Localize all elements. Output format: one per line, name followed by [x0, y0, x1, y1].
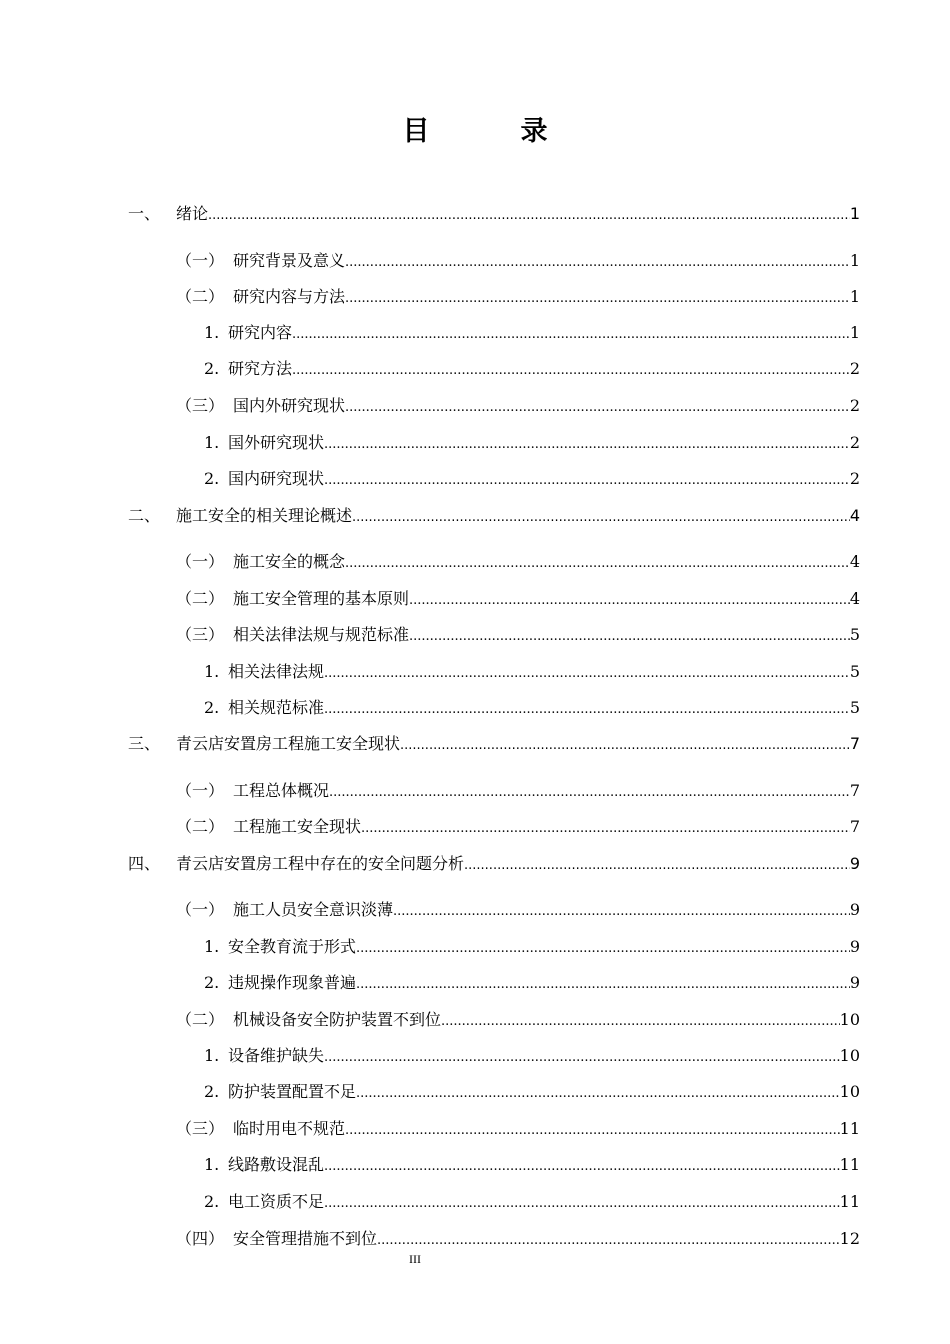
dot-leader — [441, 1009, 840, 1035]
toc-entry-number: （二） — [176, 589, 225, 608]
toc-entry-title: 机械设备安全防护装置不到位 — [233, 1010, 442, 1029]
toc-entry-number: 一、 — [128, 204, 161, 223]
dot-leader — [292, 358, 850, 384]
toc-entry-page: 5 — [849, 662, 860, 681]
dot-leader — [324, 432, 850, 458]
toc-entry-number: 1. — [204, 323, 220, 342]
toc-entry-page: 12 — [839, 1229, 860, 1248]
toc-title: 目 录 — [402, 116, 580, 147]
toc-entry-page: 2 — [849, 396, 860, 415]
toc-entry-title: 线路敷设混乱 — [228, 1155, 325, 1174]
toc-entry-page: 10 — [839, 1046, 860, 1065]
toc-entry-page: 2 — [849, 433, 860, 452]
dot-leader — [292, 322, 850, 348]
dot-leader — [345, 395, 850, 421]
dot-leader — [345, 286, 850, 312]
toc-entry-page: 10 — [839, 1010, 860, 1029]
toc-entry-title: 安全管理措施不到位 — [233, 1229, 378, 1248]
toc-entry-page: 5 — [849, 698, 860, 717]
toc-entry-title: 工程施工安全现状 — [233, 817, 362, 836]
toc-entry-number: （一） — [176, 900, 225, 919]
toc-entry-page: 9 — [849, 973, 860, 992]
dot-leader — [345, 250, 850, 276]
toc-entry-number: （四） — [176, 1229, 225, 1248]
toc-entry-number: （三） — [176, 396, 225, 415]
toc-entry-number: （一） — [176, 251, 225, 270]
toc-entry-title: 施工安全管理的基本原则 — [233, 589, 410, 608]
toc-entry-page: 4 — [849, 589, 860, 608]
toc-entry[interactable] — [0, 934, 950, 960]
toc-entry-page: 11 — [839, 1192, 860, 1211]
dot-leader — [464, 853, 850, 879]
toc-entry[interactable] — [0, 1043, 950, 1069]
dot-leader — [329, 780, 850, 806]
toc-entry-number: 2. — [204, 698, 220, 717]
dot-leader — [361, 816, 850, 842]
toc-entry-title: 施工人员安全意识淡薄 — [233, 900, 394, 919]
toc-entry[interactable] — [0, 1007, 950, 1033]
toc-entry-number: 1. — [204, 937, 220, 956]
toc-entry-page: 2 — [849, 359, 860, 378]
toc-entry-number: （二） — [176, 817, 225, 836]
toc-entry[interactable] — [0, 586, 950, 612]
toc-entry-page: 9 — [849, 854, 860, 873]
toc-entry[interactable] — [0, 1189, 950, 1215]
toc-entry[interactable] — [0, 1116, 950, 1142]
toc-entry-number: 2. — [204, 973, 220, 992]
dot-leader — [324, 661, 850, 687]
toc-entry-number: 1. — [204, 662, 220, 681]
dot-leader — [208, 203, 850, 229]
toc-entry-number: 二、 — [128, 506, 161, 525]
dot-leader — [409, 624, 850, 650]
toc-entry-number: （一） — [176, 781, 225, 800]
dot-leader — [324, 697, 850, 723]
toc-entry-number: 四、 — [128, 854, 161, 873]
toc-entry-page: 4 — [849, 552, 860, 571]
dot-leader — [324, 1154, 840, 1180]
toc-entry-page: 1 — [849, 323, 860, 342]
toc-entry[interactable] — [0, 731, 950, 757]
toc-entry-page: 2 — [849, 469, 860, 488]
toc-entry-number: （二） — [176, 1010, 225, 1029]
toc-entry-title: 国内外研究现状 — [233, 396, 346, 415]
toc-entry-title: 电工资质不足 — [228, 1192, 325, 1211]
dot-leader — [356, 972, 850, 998]
toc-entry-title: 防护装置配置不足 — [228, 1082, 357, 1101]
toc-entry-title: 国内研究现状 — [228, 469, 325, 488]
toc-entry[interactable] — [0, 320, 950, 346]
toc-entry-number: 三、 — [128, 734, 161, 753]
toc-entry-page: 7 — [849, 734, 860, 753]
toc-entry-title: 违规操作现象普遍 — [228, 973, 357, 992]
toc-entry[interactable] — [0, 622, 950, 648]
toc-entry-title: 国外研究现状 — [228, 433, 325, 452]
page-number-footer: III — [409, 1252, 421, 1266]
dot-leader — [377, 1228, 840, 1254]
toc-entry-page: 7 — [849, 817, 860, 836]
toc-entry[interactable] — [0, 248, 950, 274]
dot-leader — [324, 1191, 840, 1217]
toc-entry[interactable] — [0, 1226, 950, 1252]
toc-entry-title: 设备维护缺失 — [228, 1046, 325, 1065]
dot-leader — [345, 1118, 840, 1144]
toc-entry[interactable] — [0, 1079, 950, 1105]
toc-entry-title: 绪论 — [176, 204, 209, 223]
toc-entry-page: 11 — [839, 1119, 860, 1138]
toc-entry-page: 1 — [849, 204, 860, 223]
toc-entry-title: 青云店安置房工程中存在的安全问题分析 — [176, 854, 465, 873]
toc-entry-title: 青云店安置房工程施工安全现状 — [176, 734, 401, 753]
toc-entry[interactable] — [0, 814, 950, 840]
toc-entry[interactable] — [0, 897, 950, 923]
toc-entry-number: 2. — [204, 1082, 220, 1101]
dot-leader — [352, 505, 850, 531]
toc-entry[interactable] — [0, 393, 950, 419]
toc-entry-page: 1 — [849, 251, 860, 270]
toc-entry-title: 相关法律法规与规范标准 — [233, 625, 410, 644]
toc-entry-number: 1. — [204, 433, 220, 452]
toc-entry-page: 9 — [849, 900, 860, 919]
toc-entry-title: 研究背景及意义 — [233, 251, 346, 270]
toc-entry-title: 相关法律法规 — [228, 662, 325, 681]
toc-entry-page: 1 — [849, 287, 860, 306]
toc-entry-number: （三） — [176, 1119, 225, 1138]
toc-entry[interactable] — [0, 356, 950, 382]
toc-entry-title: 工程总体概况 — [233, 781, 330, 800]
toc-entry-page: 10 — [839, 1082, 860, 1101]
toc-entry[interactable] — [0, 284, 950, 310]
toc-entry-number: 1. — [204, 1155, 220, 1174]
toc-entry[interactable] — [0, 970, 950, 996]
toc-entry-number: 2. — [204, 1192, 220, 1211]
toc-entry-number: 2. — [204, 469, 220, 488]
toc-entry-number: （二） — [176, 287, 225, 306]
toc-entry-title: 研究内容与方法 — [233, 287, 346, 306]
toc-entry-page: 7 — [849, 781, 860, 800]
dot-leader — [393, 899, 850, 925]
dot-leader — [356, 1081, 840, 1107]
toc-entry[interactable] — [0, 466, 950, 492]
dot-leader — [409, 588, 850, 614]
toc-entry-number: （一） — [176, 552, 225, 571]
toc-entry[interactable] — [0, 659, 950, 685]
toc-entry-page: 4 — [849, 506, 860, 525]
toc-entry-title: 临时用电不规范 — [233, 1119, 346, 1138]
toc-entry-title: 施工安全的概念 — [233, 552, 346, 571]
toc-entry-number: 1. — [204, 1046, 220, 1065]
dot-leader — [345, 551, 850, 577]
dot-leader — [356, 936, 850, 962]
toc-entry-page: 11 — [839, 1155, 860, 1174]
toc-entry-page: 5 — [849, 625, 860, 644]
toc-entry-title: 研究方法 — [228, 359, 293, 378]
toc-entry-number: 2. — [204, 359, 220, 378]
toc-entry-title: 研究内容 — [228, 323, 293, 342]
toc-entry[interactable] — [0, 201, 950, 227]
toc-entry[interactable] — [0, 430, 950, 456]
dot-leader — [324, 1045, 840, 1071]
toc-entry-title: 安全教育流于形式 — [228, 937, 357, 956]
toc-entry[interactable] — [0, 503, 950, 529]
toc-entry[interactable] — [0, 1152, 950, 1178]
dot-leader — [324, 468, 850, 494]
toc-entry-title: 施工安全的相关理论概述 — [176, 506, 353, 525]
toc-entry[interactable] — [0, 851, 950, 877]
toc-entry[interactable] — [0, 695, 950, 721]
toc-entry[interactable] — [0, 549, 950, 575]
toc-entry-number: （三） — [176, 625, 225, 644]
toc-entry-title: 相关规范标准 — [228, 698, 325, 717]
toc-entry[interactable] — [0, 778, 950, 804]
toc-entry-page: 9 — [849, 937, 860, 956]
dot-leader — [400, 733, 850, 759]
